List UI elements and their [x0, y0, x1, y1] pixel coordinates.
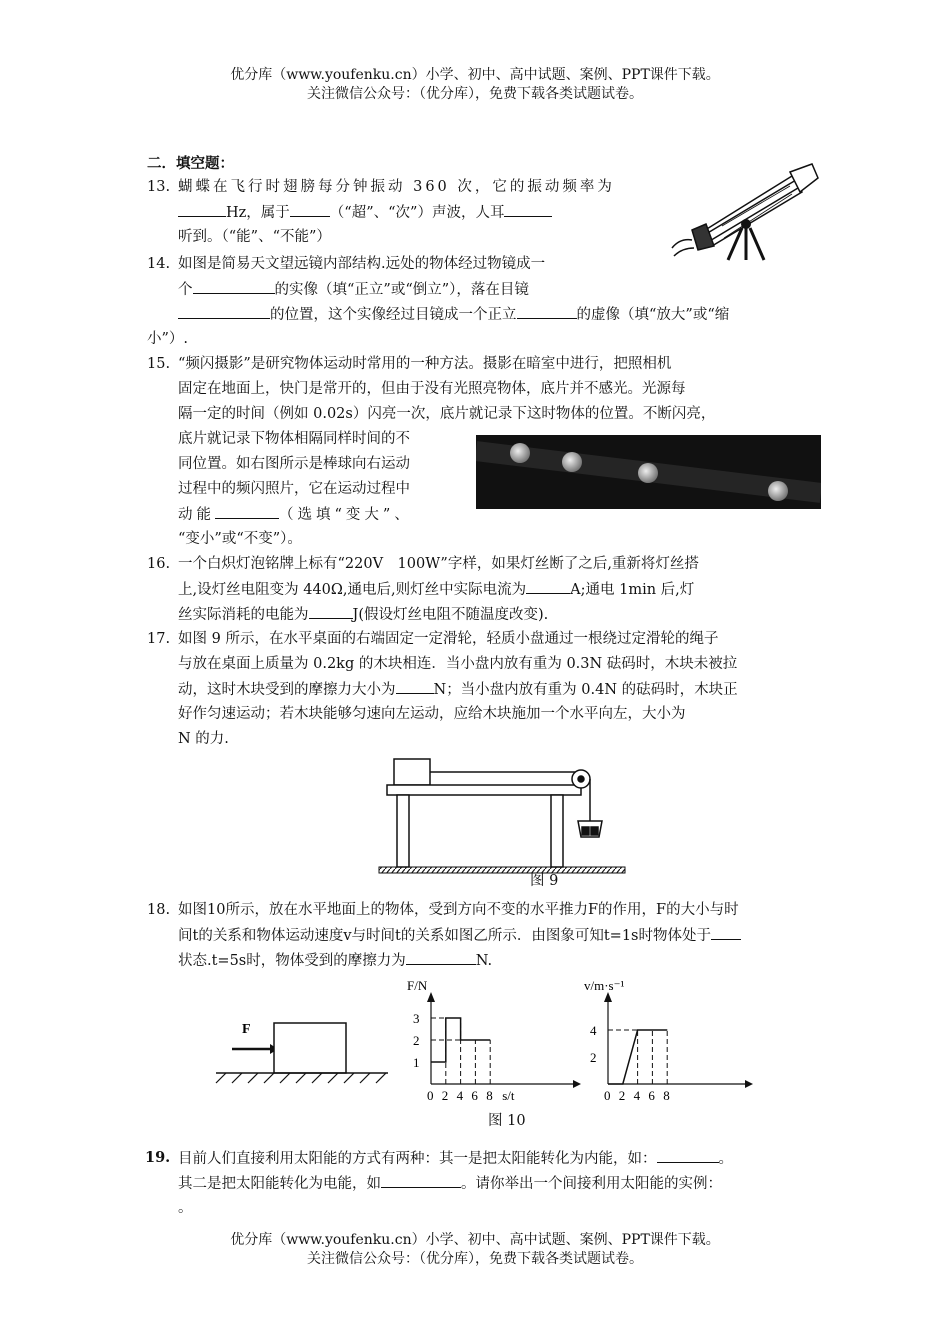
- q15-line-8: “变小”或“不变”）。: [178, 531, 302, 547]
- q13-line-2: Hz，属于 （“超”、“次”）声波，人耳: [178, 202, 552, 223]
- q15-line-4: 底片就记录下物体相隔同样时间的不: [178, 431, 410, 447]
- q17-number: 17.: [147, 631, 171, 647]
- y-tick-label: 2: [590, 1050, 597, 1065]
- y-axis-label: v/m·s⁻¹: [584, 978, 625, 993]
- ball-4: [768, 481, 788, 501]
- footer-line-1: 优分库（www.youfenku.cn）小学、初中、高中试题、案例、PPT课件下载。: [230, 1232, 720, 1248]
- q17-line-1: 如图 9 所示，在水平桌面的右端固定一定滑轮，轻质小盘通过一根绕过定滑轮的绳子: [178, 631, 719, 647]
- q14-blank-position[interactable]: [178, 304, 270, 319]
- strobe-photo-image: [476, 435, 821, 509]
- x-tick-label: 6: [471, 1088, 478, 1103]
- ball-2: [562, 452, 582, 472]
- q13-line-1: 蝴蝶在飞行时翅膀每分钟振动 360 次，它的振动频率为: [178, 179, 615, 195]
- q14-blank-image-orientation[interactable]: [193, 279, 275, 294]
- q17-line-5: N 的力.: [178, 731, 229, 747]
- q18-line-3: 状态.t=5s时，物体受到的摩擦力为 N.: [178, 950, 492, 971]
- table-leg-left: [397, 795, 409, 867]
- q19-line-2: 其二是把太阳能转化为电能，如 。请你举出一个间接利用太阳能的实例：: [178, 1173, 722, 1194]
- wood-block: [394, 759, 430, 785]
- y-tick-label: 3: [413, 1011, 420, 1026]
- q14-number: 14.: [147, 256, 171, 272]
- footer-line-2: 关注微信公众号：（优分库），免费下载各类试题试卷。: [307, 1251, 643, 1267]
- q16-line-2: 上,设灯丝电阻变为 440Ω,通电后,则灯丝中实际电流为 A;通电 1min 后,灯: [178, 579, 694, 600]
- table-leg-right: [551, 795, 563, 867]
- x-tick-label: 2: [441, 1088, 449, 1103]
- figure-9-label: 图 9: [530, 873, 559, 889]
- x-tick-label: 4: [633, 1088, 641, 1103]
- ball-1: [510, 443, 530, 463]
- q19-blank-heat-example[interactable]: [657, 1148, 719, 1163]
- q16-line-1: 一个白炽灯泡铭牌上标有“220V 100W”字样，如果灯丝断了之后,重新将灯丝搭: [178, 556, 699, 572]
- y-tick-label: 4: [590, 1023, 597, 1038]
- q14-line-2: 个 的实像（填“正立”或“倒立”），落在目镜: [178, 279, 529, 300]
- q18-line-1: 如图10所示，放在水平地面上的物体，受到方向不变的水平推力F的作用，F的大小与时: [178, 902, 739, 918]
- q15-line-5: 同位置。如右图所示是棒球向右运动: [178, 456, 410, 472]
- q19-number: 19.: [145, 1149, 171, 1166]
- header-line-1: 优分库（www.youfenku.cn）小学、初中、高中试题、案例、PPT课件下载。: [230, 67, 720, 83]
- q17-line-3: 动，这时木块受到的摩擦力大小为 N；当小盘内放有重为 0.4N 的砝码时，木块正: [178, 679, 738, 700]
- header-line-2: 关注微信公众号：（优分库），免费下载各类试题试卷。: [307, 86, 643, 102]
- table-top: [387, 785, 581, 795]
- q16-blank-current[interactable]: [526, 579, 570, 594]
- q15-line-7: 动能 （选填“变大”、: [178, 504, 413, 525]
- q13-number: 13.: [147, 179, 171, 195]
- x-tick-label: 8: [663, 1088, 670, 1103]
- q14-line-3: 的位置，这个实像经过目镜成一个正立 的虚像（填“放大”或“缩: [178, 304, 729, 325]
- q13-line-3: 听到。（“能”、“不能”）: [178, 229, 331, 245]
- figure-9: [375, 755, 635, 890]
- x-axis-label: s/t: [502, 1088, 515, 1103]
- force-label: F: [242, 1022, 251, 1037]
- q15-blank-kinetic-energy[interactable]: [215, 504, 279, 519]
- q17-blank-friction[interactable]: [396, 679, 434, 694]
- q18-blank-friction[interactable]: [406, 950, 476, 965]
- q14-line-1: 如图是简易天文望远镜内部结构.远处的物体经过物镜成一: [178, 256, 546, 272]
- ball-3: [638, 463, 658, 483]
- y-tick-label: 1: [413, 1055, 420, 1070]
- chart-force-time: [395, 978, 585, 1108]
- x-tick-label: 4: [456, 1088, 464, 1103]
- q16-blank-energy[interactable]: [309, 604, 353, 619]
- q15-line-1: “频闪摄影”是研究物体运动时常用的一种方法。摄影在暗室中进行，把照相机: [178, 356, 672, 372]
- q15-number: 15.: [147, 356, 171, 372]
- page-header: [0, 66, 950, 104]
- y-axis-arrow: [427, 992, 435, 1002]
- y-tick-label: 2: [413, 1033, 420, 1048]
- figure-10-label: 图 10: [488, 1113, 526, 1129]
- q19-line-3: 。: [178, 1200, 193, 1216]
- pushed-block: [274, 1023, 346, 1073]
- q13-blank-frequency[interactable]: [178, 202, 226, 217]
- q13-blank-sound-type[interactable]: [290, 202, 330, 217]
- q17-line-4: 好作匀速运动；若木块能够匀速向左运动，应给木块施加一个水平向左，大小为: [178, 706, 686, 722]
- q18-number: 18.: [147, 902, 171, 918]
- q13-blank-hearing[interactable]: [504, 202, 552, 217]
- x-tick-label: 0: [427, 1088, 434, 1103]
- strobe-photo: [476, 435, 821, 509]
- q15-line-3: 隔一定的时间（例如 0.02s）闪亮一次，底片就记录下这时物体的位置。不断闪亮，: [178, 406, 716, 422]
- q15-line-6: 过程中的频闪照片，它在运动过程中: [178, 481, 410, 497]
- q18-line-2: 间t的关系和物体运动速度v与时间t的关系如图乙所示．由图象可知t=1s时物体处于: [178, 925, 741, 946]
- figure-10-block: [212, 1015, 392, 1085]
- q19-blank-electric-example[interactable]: [381, 1173, 461, 1188]
- q15-line-2: 固定在地面上，快门是常开的，但由于没有光照亮物体，底片并不感光。光源每: [178, 381, 686, 397]
- q19-line-1: 目前人们直接利用太阳能的方式有两种：其一是把太阳能转化为内能，如： 。: [178, 1148, 733, 1169]
- q14-blank-image-size[interactable]: [517, 304, 577, 319]
- x-tick-label: 2: [618, 1088, 626, 1103]
- section-title: 二．填空题：: [147, 155, 234, 172]
- q14-line-4: 小”）.: [147, 331, 189, 347]
- x-tick-label: 0: [604, 1088, 611, 1103]
- y-axis-label: F/N: [407, 978, 428, 993]
- x-tick-label: 8: [486, 1088, 493, 1103]
- q18-blank-state[interactable]: [711, 925, 741, 940]
- telescope-illustration: [662, 162, 820, 262]
- y-axis-arrow: [604, 992, 612, 1002]
- q17-line-2: 与放在桌面上质量为 0.2kg 的木块相连．当小盘内放有重为 0.3N 砝码时，木块未被拉: [178, 656, 738, 672]
- page-footer: [0, 1231, 950, 1269]
- q16-number: 16.: [147, 556, 171, 572]
- x-axis-arrow: [573, 1080, 581, 1088]
- chart-velocity-time: [582, 978, 757, 1108]
- x-axis-arrow: [745, 1080, 753, 1088]
- q16-line-3: 丝实际消耗的电能为 J(假设灯丝电阻不随温度改变).: [178, 604, 548, 625]
- x-tick-label: 6: [648, 1088, 655, 1103]
